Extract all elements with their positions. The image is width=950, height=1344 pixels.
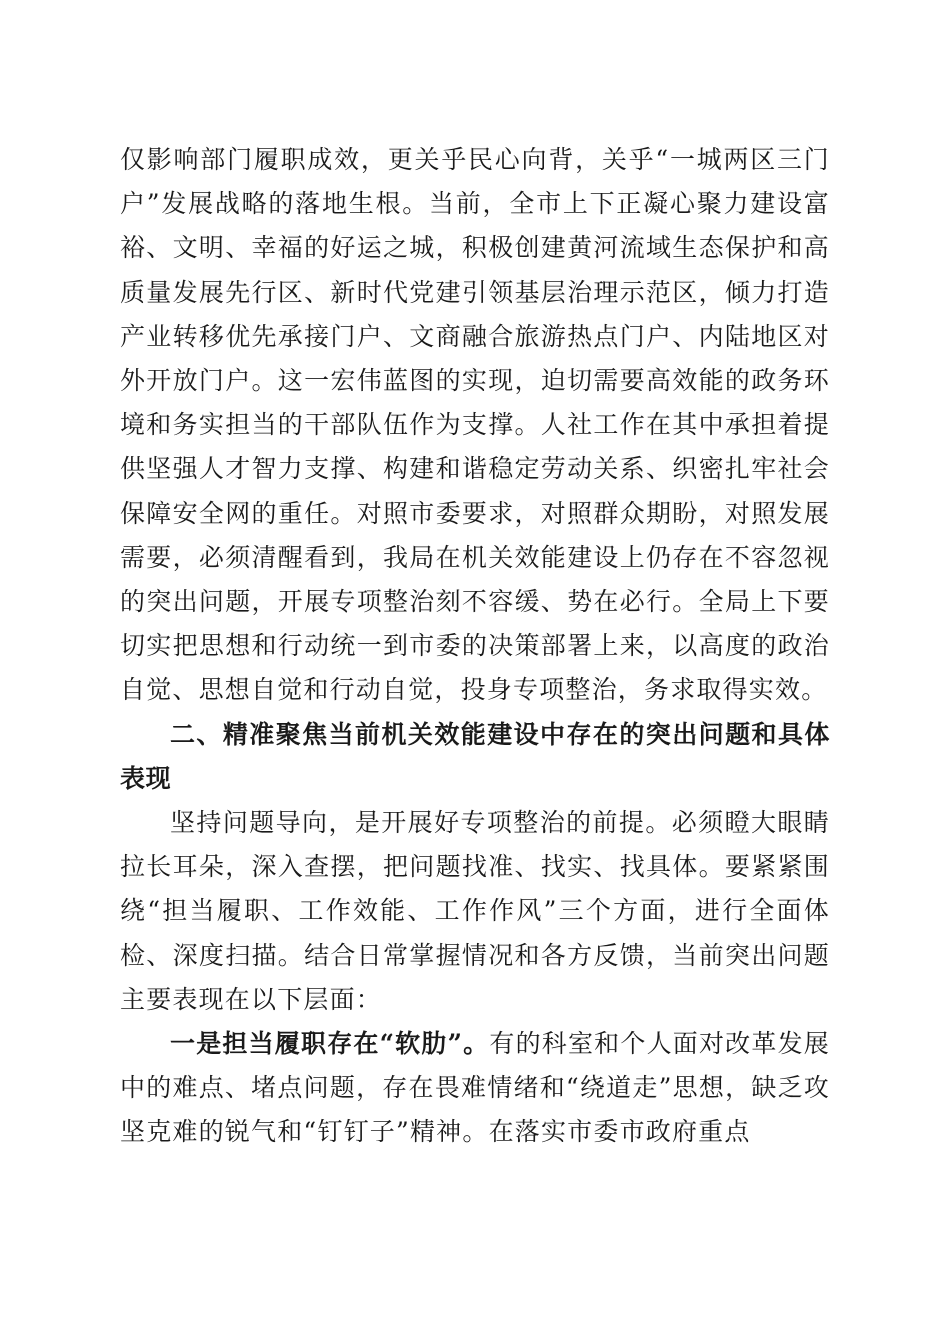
paragraph-continuation: 仅影响部门履职成效，更关乎民心向背，关乎“一城两区三门户”发展战略的落地生根。当前，全市上下正凝心聚力建设富裕、文明、幸福的好运之城，积极创建黄河流域生态保护和高质量发展先行区、新时代党建引领基层治理示范区，倾力打造产业转移优先承接门户、文商融合旅游热点门户、内陆地区对外开放门户。这一宏伟蓝图的实现，迫切需要高效能的政务环境和务实担当的干部队伍作为支撑。人社工作在其中承担着提供坚强人才智力支撑、构建和谐稳定劳动关系、织密扎牢社会保障安全网的重任。对照市委要求，对照群众期盼，对照发展需要，必须清醒看到，我局在机关效能建设上仍存在不容忽视的突出问题，开展专项整治刻不容缓、势在必行。全局上下要切实把思想和行动统一到市委的决策部署上来，以高度的政治自觉、思想自觉和行动自觉，投身专项整治，务求取得实效。 <box>120 145 830 705</box>
paragraph-first-problem <box>120 1022 830 1155</box>
paragraph-lead-phrase: 一是担当履职存在“软肋”。 <box>170 1029 490 1059</box>
paragraph-body-text: 有的科室和个人面对改革发展中的难点、堵点问题，存在畏难情绪和“绕道走”思想，缺乏攻坚克难的锐气和“钉钉子”精神。在落实市委市政府重点 <box>120 1029 830 1147</box>
section-heading: 二、精准聚焦当前机关效能建设中存在的突出问题和具体表现 <box>120 719 830 793</box>
paragraph-problem-orientation: 坚持问题导向，是开展好专项整治的前提。必须瞪大眼睛拉长耳朵，深入查摆，把问题找准、找实、找具体。要紧紧围绕“担当履职、工作效能、工作作风”三个方面，进行全面体检、深度扫描。结合日常掌握情况和各方反馈，当前突出问题主要表现在以下层面： <box>120 808 830 1014</box>
document-page <box>120 138 830 1155</box>
